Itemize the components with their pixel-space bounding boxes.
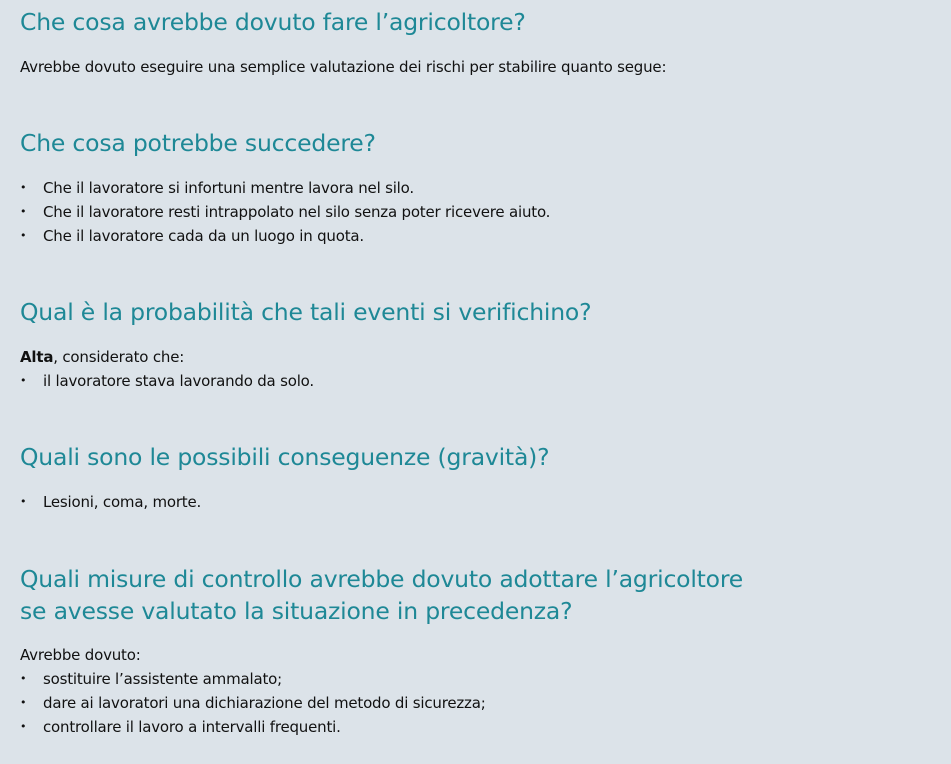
heading-what-should-farmer-do: Che cosa avrebbe dovuto fare l’agricoltore? [20,8,526,36]
measures-list [20,667,486,739]
hazard-list [20,176,550,248]
list-item: • controllare il lavoro a intervalli frequenti. [20,715,486,739]
probability-value: Alta [20,348,54,366]
probability-reason: , considerato che: [53,348,185,366]
probability-text [20,345,184,369]
intro-text: Avrebbe dovuto eseguire una semplice valutazione dei rischi per stabilire quanto segue: [20,58,667,76]
heading-probability: Qual è la probabilità che tali eventi si verifichino? [20,298,592,326]
list-item: • Che il lavoratore cada da un luogo in quota. [20,224,550,248]
consequences-list [20,490,201,514]
list-item: • il lavoratore stava lavorando da solo. [20,369,314,393]
list-item: • dare ai lavoratori una dichiarazione del metodo di sicurezza; [20,691,486,715]
probability-list [20,369,314,393]
list-item: • Lesioni, coma, morte. [20,490,201,514]
heading-line-1: Quali misure di controllo avrebbe dovuto adottare l’agricoltore [20,565,744,593]
list-item: • Che il lavoratore resti intrappolato nel silo senza poter ricevere aiuto. [20,200,550,224]
measures-intro: Avrebbe dovuto: [20,646,141,664]
heading-control-measures [20,563,743,627]
list-item: • Che il lavoratore si infortuni mentre lavora nel silo. [20,176,550,200]
heading-consequences: Quali sono le possibili conseguenze (gravità)? [20,443,550,471]
heading-what-could-happen: Che cosa potrebbe succedere? [20,129,376,157]
heading-line-2: se avesse valutato la situazione in precedenza? [20,597,573,625]
list-item: • sostituire l’assistente ammalato; [20,667,486,691]
